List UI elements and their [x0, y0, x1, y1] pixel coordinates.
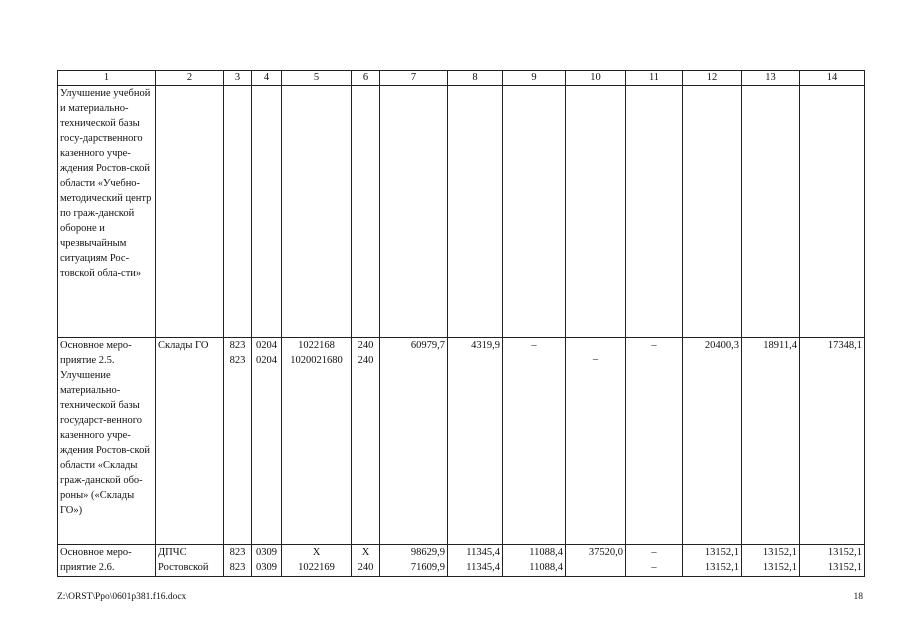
- vr-cell: [352, 338, 380, 545]
- column-header: 5: [282, 71, 352, 86]
- column-header: 2: [156, 71, 224, 86]
- column-header: 11: [626, 71, 683, 86]
- table-row-measure-2-6: [58, 545, 865, 577]
- year-value-cell: –: [503, 338, 566, 545]
- grbs-cell: [224, 545, 252, 577]
- year-value: 11088,4: [529, 547, 563, 558]
- year-value-cell: 17348,1: [800, 338, 865, 545]
- footer-file-path: Z:\ORST\Ppo\0601p381.f16.docx: [57, 592, 187, 602]
- year-value-cell: [683, 545, 742, 577]
- column-header: 1: [58, 71, 156, 86]
- document-table: [57, 70, 865, 577]
- total-value: 98629,9: [410, 547, 445, 558]
- vr-cell: [352, 545, 380, 577]
- column-header: 14: [800, 71, 865, 86]
- year-value-cell: [566, 338, 626, 545]
- column-header: 7: [380, 71, 448, 86]
- rzpr-value: 0309: [256, 547, 277, 558]
- column-header: 9: [503, 71, 566, 86]
- total-value: 71609,9: [410, 562, 445, 573]
- csr-value: 1020021680: [290, 355, 343, 366]
- csr-value: 1022168: [298, 340, 335, 351]
- column-header: 6: [352, 71, 380, 86]
- year-value-cell: 4319,9: [448, 338, 503, 545]
- year-value: 13152,1: [827, 547, 862, 558]
- executor-cell: [156, 545, 224, 577]
- csr-value: Х: [312, 547, 321, 558]
- executor-cell: Склады ГО: [156, 338, 224, 545]
- rzpr-value: 0309: [256, 562, 277, 573]
- year-value-cell: 18911,4: [742, 338, 800, 545]
- year-value: –: [651, 562, 657, 573]
- table-row-continuation: [58, 86, 865, 338]
- year-value: 13152,1: [762, 562, 797, 573]
- year-value: 13152,1: [762, 547, 797, 558]
- page-number: 18: [853, 592, 863, 602]
- table-header-row: [58, 71, 865, 86]
- year-value: 13152,1: [704, 547, 739, 558]
- executor-line: Ростовской: [158, 562, 209, 573]
- year-value-cell: [448, 545, 503, 577]
- column-header: 3: [224, 71, 252, 86]
- csr-cell: [282, 545, 352, 577]
- year-value: 13152,1: [827, 562, 862, 573]
- rzpr-value: 0204: [256, 340, 277, 351]
- grbs-cell: [224, 338, 252, 545]
- column-header: 13: [742, 71, 800, 86]
- year-value: 11088,4: [529, 562, 563, 573]
- csr-cell: [282, 338, 352, 545]
- year-value: 11345,4: [466, 562, 500, 573]
- year-value: 13152,1: [704, 562, 739, 573]
- rzpr-cell: [252, 338, 282, 545]
- grbs-value: 823: [229, 547, 246, 558]
- year-value: –: [651, 547, 657, 558]
- year-value-cell: [800, 545, 865, 577]
- total-cell: 60979,7: [380, 338, 448, 545]
- measure-description: Основное меро-приятие 2.6.: [58, 545, 156, 577]
- grbs-value: 823: [229, 562, 246, 573]
- vr-value: Х: [361, 547, 370, 558]
- year-value-cell: [566, 545, 626, 577]
- vr-value: 240: [357, 340, 374, 351]
- year-value: 37520,0: [588, 547, 623, 558]
- grbs-value: 823: [229, 355, 246, 366]
- year-value: 11345,4: [466, 547, 500, 558]
- total-cell: [380, 545, 448, 577]
- year-value-cell: [742, 545, 800, 577]
- column-header: 12: [683, 71, 742, 86]
- year-value-cell: –: [626, 338, 683, 545]
- column-header: 10: [566, 71, 626, 86]
- measure-description: Основное меро-приятие 2.5. Улучшение материально-технической базы государст-венного казенного учре-ждения Ростов-ской области «Склады граж-данской обо-роны» («Склады ГО»): [58, 338, 156, 545]
- measure-description: Улучшение учебной и материально-технической базы госу-дарственного казенного учре-ждения Ростов-ской области «Учебно-методический центр по граж-данской обороне и чрезвычайным ситуациям Рос-товской обла-сти»: [58, 86, 156, 338]
- rzpr-cell: [252, 545, 282, 577]
- executor-line: ДПЧС: [158, 547, 187, 558]
- column-header: 8: [448, 71, 503, 86]
- dash-value: –: [592, 354, 599, 365]
- vr-value: 240: [357, 562, 374, 573]
- csr-value: 1022169: [298, 562, 335, 573]
- vr-value: 240: [357, 355, 374, 366]
- grbs-value: 823: [229, 340, 246, 351]
- rzpr-value: 0204: [256, 355, 277, 366]
- year-value-cell: [503, 545, 566, 577]
- year-value-cell: 20400,3: [683, 338, 742, 545]
- table-row-measure-2-5: [58, 338, 865, 545]
- year-value-cell: [626, 545, 683, 577]
- column-header: 4: [252, 71, 282, 86]
